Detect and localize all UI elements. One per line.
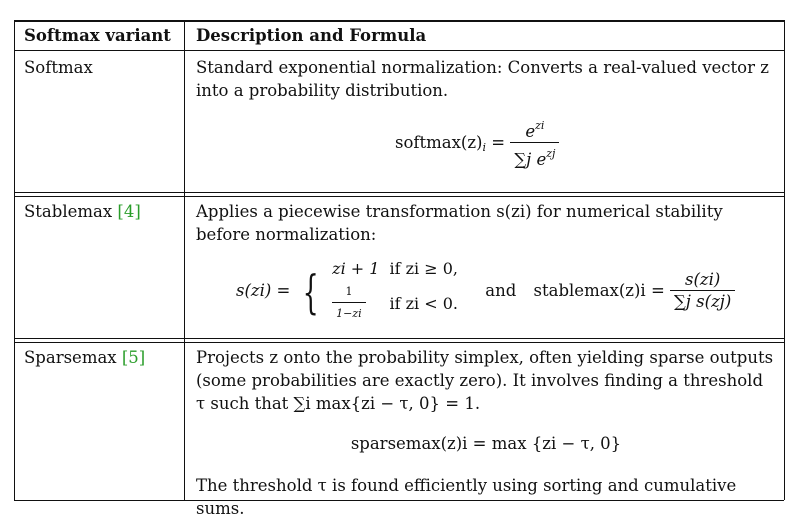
table-top-rule xyxy=(14,20,784,22)
softmax-formula-lhs-sub: i xyxy=(482,141,487,154)
row1-bottom-rule xyxy=(14,192,784,193)
row-sparsemax-name: Sparsemax [5] xyxy=(24,348,146,367)
stablemax-formula: s(zi) = { zi + 1 if zi ≥ 0, $\frac{1}{1-zi}$ if zi < 0. and stablemax(z)i = $\frac{s(zi)}{\text{∑j s(zj)}}$ xyxy=(236,256,776,327)
softmax-formula-lhs: softmax(z) xyxy=(395,133,483,152)
header-variant: Softmax variant xyxy=(24,26,171,45)
row-softmax-name: Softmax xyxy=(24,58,93,77)
row2-top-rule xyxy=(14,196,784,197)
row3-top-rule xyxy=(14,342,784,343)
left-border xyxy=(14,20,15,500)
column-divider xyxy=(184,20,185,500)
citation-5[interactable]: [5] xyxy=(121,348,146,367)
softmax-fraction: $\frac{e^{zi}}{\sum j e^{zj}}$ xyxy=(510,116,559,171)
row-stablemax-name: Stablemax [4] xyxy=(24,202,141,221)
row-sparsemax-description: Projects z onto the probability simplex, often yielding sparse outputs (some probabilities are exactly zero). It involves finding a threshold τ such that ∑i max{zi − τ, 0} = 1. xyxy=(196,348,774,413)
row2-bottom-rule xyxy=(14,338,784,339)
stablemax-lhs: s(zi) = xyxy=(236,281,291,300)
header-description: Description and Formula xyxy=(196,26,427,45)
row-stablemax-description: Applies a piecewise transformation s(zi) for numerical stability before normalization: xyxy=(196,202,723,244)
right-border xyxy=(784,20,785,500)
citation-4[interactable]: [4] xyxy=(117,202,141,221)
stablemax-rhs-lhs: stablemax(z)i = xyxy=(533,281,665,300)
header-bottom-rule xyxy=(14,50,784,51)
stablemax-fraction: $\frac{s(zi)}{\text{∑j s(zj)}}$ xyxy=(670,270,735,313)
sparsemax-formula: sparsemax(z)i = max {zi − τ, 0} xyxy=(350,434,622,453)
stablemax-cases: zi + 1 if zi ≥ 0, $\frac{1}{1-zi}$ if zi < 0. xyxy=(332,259,458,320)
softmax-formula: $softmax(z)_i$ = $\frac{e^{zi}}{\sum j e^{zj}}$ xyxy=(395,116,615,171)
sparsemax-note: The threshold τ is found efficiently using sorting and cumulative sums. xyxy=(196,476,737,518)
stablemax-and: and xyxy=(485,281,517,300)
row-softmax-description: Standard exponential normalization: Converts a real-valued vector z into a probability distribution. xyxy=(196,58,769,100)
